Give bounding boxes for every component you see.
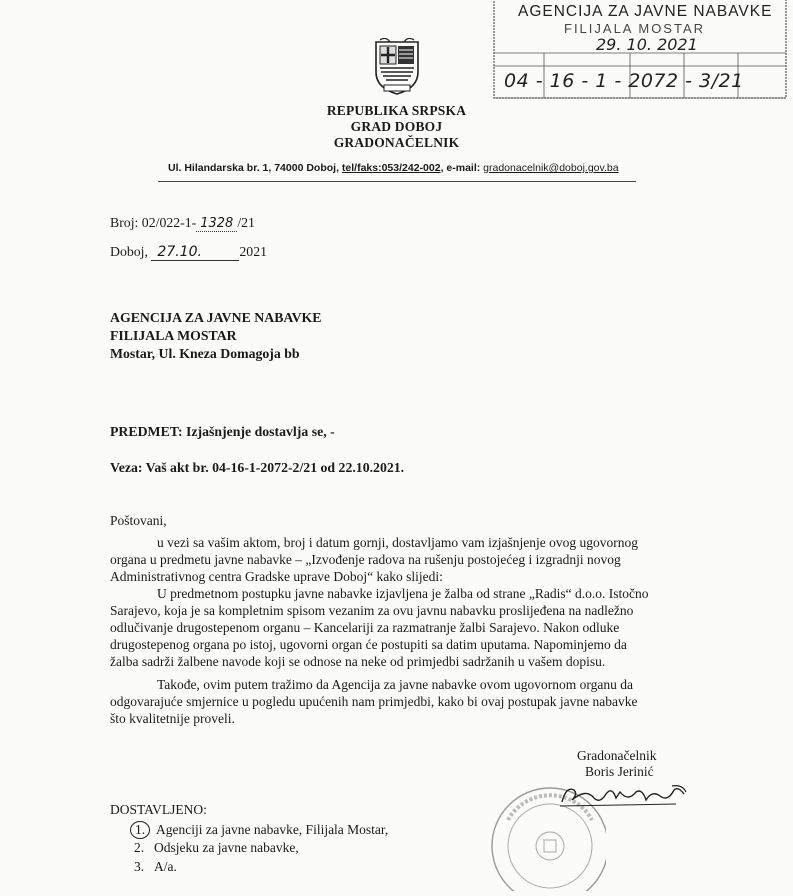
recipient-line-3: Mostar, Ul. Kneza Domagoja bb (110, 346, 300, 361)
stamp-branch: FILIJALA MOSTAR (564, 21, 706, 36)
greeting: Poštovani, (110, 513, 167, 528)
distribution-item-text: A/a. (154, 859, 177, 874)
reference-date (110, 244, 267, 261)
reference-number (110, 215, 255, 231)
distribution-item-text: Agenciji za javne nabavke, Filijala Mostar, (156, 822, 389, 837)
address-text: Ul. Hilandarska br. 1, 74000 Doboj, (168, 162, 339, 174)
recipient-line-2: FILIJALA MOSTAR (110, 328, 237, 343)
paragraph-2-line: žalba sadrži žalbene navode koji se odnose na neke od primjedbi sadržanih u vašem dopisu. (110, 654, 606, 669)
paragraph-3-line: Takođe, ovim putem tražimo da Agencija za javne nabavke ovom ugovornom organu da (157, 677, 634, 692)
ref-number-handwritten: 1328 (196, 216, 237, 232)
letterhead-address (168, 162, 619, 174)
paragraph-2-line: Sarajevo, koja je sa kompletnim spisom vezanim za ovu javnu nabavku proslijeđena na nadležno (110, 603, 634, 618)
ref-date-handwritten: 27.10. (151, 244, 239, 261)
paragraph-2-line: odlučivanje drugostepenom organu – Kancelariji za razmatranje žalbi Sarajevo. Nakon odluke (110, 620, 620, 635)
paragraph-2-line: drugostepenog organa po istoj, ugovorni organ će postupiti sa datim uputama. Napominjemo da (110, 637, 627, 652)
distribution-item-number: 3. (134, 859, 145, 874)
letterhead-line-1: REPUBLIKA SRPSKA (326, 103, 467, 118)
email-link[interactable]: gradonacelnik@doboj.gov.ba (483, 162, 619, 174)
distribution-item-text: Odsjeku za javne nabavke, (154, 840, 299, 855)
phone-fax: tel/faks:053/242-002 (341, 162, 441, 174)
letterhead-line-3: GRADONAČELNIK (333, 135, 460, 150)
ref-number-suffix: /21 (237, 215, 255, 230)
paragraph-1-line: Administrativnog centra Gradske uprave Doboj“ kako slijedi: (110, 569, 443, 584)
header-divider (158, 181, 636, 182)
coat-of-arms-logo (372, 38, 422, 96)
paragraph-3-line: što kvalitetnije proveli. (110, 711, 235, 726)
distribution-item-number: 1. (130, 821, 150, 839)
distribution-item (134, 840, 299, 856)
paragraph-2-line: U predmetnom postupku javne nabavke izjavljena je žalba od strane „Radis“ d.o.o. Istočno (157, 586, 649, 601)
paragraph-1-line: organa u predmetu javne nabavke – „Izvođenje radova na rušenju postojećeg i izgradnji novog (110, 552, 621, 567)
subject-line: PREDMET: Izjašnjenje dostavlja se, - (110, 424, 335, 439)
email-label: , e-mail: (440, 162, 481, 174)
signatory-name: Boris Jerinić (585, 764, 654, 779)
signatory-title: Gradonačelnik (577, 748, 657, 763)
stamp-number: 04 - 16 - 1 - 2072 - 3/21 (504, 70, 744, 92)
distribution-item-number: 2. (134, 840, 145, 855)
recipient-line-1: AGENCIJA ZA JAVNE NABAVKE (110, 310, 322, 325)
received-stamp (488, 0, 793, 102)
distribution-item (134, 859, 177, 875)
handwritten-signature (556, 780, 691, 812)
stamp-agency: AGENCIJA ZA JAVNE NABAVKE (518, 3, 773, 20)
stamp-date: 29. 10. 2021 (596, 35, 698, 54)
paragraph-3-line: odgovarajuće smjernice u pogledu upućenih nam primjedbi, kako bi ovaj postupak javne nabavke (110, 694, 638, 709)
paragraph-1-line: u vezi sa vašim aktom, broj i datum gornji, dostavljamo vam izjašnjenje ovog ugovornog (157, 535, 639, 550)
distribution-heading: DOSTAVLJENO: (110, 802, 207, 817)
ref-date-year: 2021 (239, 244, 267, 259)
distribution-item (130, 821, 388, 839)
letterhead-line-2: GRAD DOBOJ (350, 119, 443, 134)
ref-date-prefix: Doboj, (110, 244, 148, 259)
ref-number-prefix: Broj: 02/022-1- (110, 215, 197, 230)
reference-link-line: Veza: Vaš akt br. 04-16-1-2072-2/21 od 22.10.2021. (110, 460, 405, 475)
